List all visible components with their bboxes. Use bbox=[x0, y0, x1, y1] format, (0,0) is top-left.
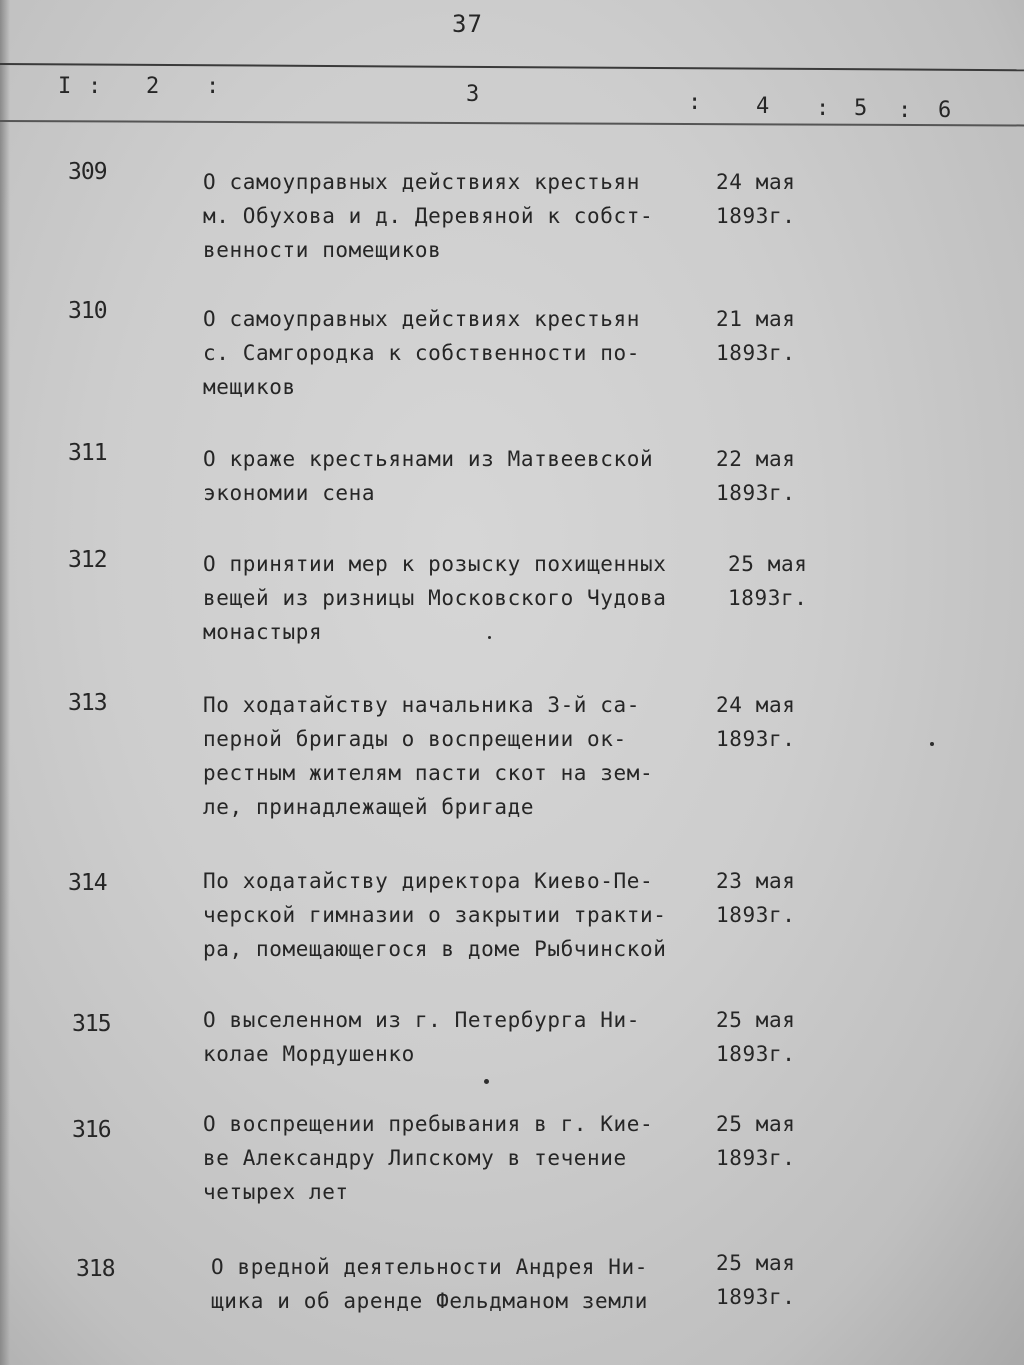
page-edge-shadow bbox=[0, 0, 10, 1365]
entry-date bbox=[716, 165, 795, 233]
entry-title-line: м. Обухова и д. Деревяной к собст- bbox=[203, 204, 654, 228]
entry-number: 309 bbox=[68, 159, 107, 185]
entry-title bbox=[203, 688, 718, 824]
entry-title bbox=[203, 547, 718, 649]
entry-title-line: рестным жителям пасти скот на зем- bbox=[203, 761, 654, 785]
entry-title-line: По ходатайству начальника 3-й са- bbox=[203, 693, 641, 717]
entry-date-year: 1893г. bbox=[716, 903, 796, 927]
entry-title-line: ле, принадлежащей бригаде bbox=[203, 795, 535, 819]
column-separator: : bbox=[88, 74, 102, 99]
entry-date-year: 1893г. bbox=[728, 586, 808, 610]
entry-date bbox=[716, 688, 795, 756]
entry-title-line: экономии сена bbox=[203, 481, 376, 505]
column-header-2: 2 bbox=[146, 74, 160, 99]
entry-title bbox=[211, 1246, 726, 1318]
entry-date-day: 23 мая bbox=[716, 869, 796, 893]
entry-number: 314 bbox=[68, 870, 107, 896]
entry-title-line: О самоуправных действиях крестьян bbox=[203, 307, 641, 331]
entry-date bbox=[716, 864, 795, 932]
entry-title-line: черской гимназии о закрытии тракти- bbox=[203, 903, 667, 927]
entry-title bbox=[203, 165, 718, 267]
entry-title-line: вещей из ризницы Московского Чудова bbox=[203, 586, 667, 610]
entry-date-day: 25 мая bbox=[728, 552, 808, 576]
paper-speck bbox=[930, 742, 934, 746]
entry-date-year: 1893г. bbox=[716, 341, 796, 365]
column-separator: : bbox=[206, 74, 220, 99]
entry-title-line: ра, помещающегося в доме Рыбчинской bbox=[203, 937, 667, 961]
column-separator: : bbox=[898, 98, 912, 123]
header-top-rule bbox=[0, 63, 1024, 71]
entry-date-year: 1893г. bbox=[716, 204, 796, 228]
entry-title-line: монастыря bbox=[203, 620, 323, 644]
entry-title-line: щика и об аренде Фельдманом земли bbox=[211, 1289, 649, 1313]
entry-date bbox=[716, 1246, 795, 1314]
entry-date-year: 1893г. bbox=[716, 1042, 796, 1066]
column-separator: : bbox=[816, 96, 830, 121]
entry-title-line: О самоуправных действиях крестьян bbox=[203, 170, 641, 194]
entry-title-line: ве Александру Липскому в течение bbox=[203, 1146, 627, 1170]
column-separator: : bbox=[688, 90, 702, 115]
entry-date-day: 25 мая bbox=[716, 1112, 796, 1136]
entry-title-line: О принятии мер к розыску похищенных bbox=[203, 552, 667, 576]
entry-date-day: 25 мая bbox=[716, 1008, 796, 1032]
entry-title-line: мещиков bbox=[203, 375, 296, 399]
entry-number: 315 bbox=[72, 1011, 111, 1037]
entry-title-line: О краже крестьянами из Матвеевской bbox=[203, 447, 654, 471]
entry-title-line: О вредной деятельности Андрея Ни- bbox=[211, 1255, 649, 1279]
column-header-4: 4 bbox=[756, 94, 770, 119]
entry-number: 310 bbox=[68, 298, 107, 324]
entry-date-day: 24 мая bbox=[716, 693, 796, 717]
entry-title-line: венности помещиков bbox=[203, 238, 442, 262]
entry-title bbox=[203, 864, 718, 966]
entry-date bbox=[716, 442, 795, 510]
entry-title-line: колае Мордушенко bbox=[203, 1042, 415, 1066]
entry-title-line: По ходатайству директора Киево-Пе- bbox=[203, 869, 654, 893]
paper-speck bbox=[484, 1079, 489, 1084]
column-header-6: 6 bbox=[938, 98, 952, 123]
entry-date-day: 25 мая bbox=[716, 1251, 796, 1275]
entry-date-day: 21 мая bbox=[716, 307, 796, 331]
entry-number: 313 bbox=[68, 690, 107, 716]
entry-title bbox=[203, 442, 718, 510]
entry-date-year: 1893г. bbox=[716, 1146, 796, 1170]
entry-number: 318 bbox=[76, 1256, 115, 1282]
column-header-1: I bbox=[58, 74, 72, 99]
entry-date bbox=[716, 302, 795, 370]
entry-title bbox=[203, 1107, 718, 1209]
column-header-3: 3 bbox=[466, 82, 480, 107]
entry-title-line: с. Самгородка к собственности по- bbox=[203, 341, 641, 365]
entry-date-year: 1893г. bbox=[716, 1285, 796, 1309]
entry-date-day: 24 мая bbox=[716, 170, 796, 194]
entry-title-line: О выселенном из г. Петербурга Ни- bbox=[203, 1008, 641, 1032]
entry-number: 311 bbox=[68, 440, 107, 466]
entry-title-line: четырех лет bbox=[203, 1180, 349, 1204]
column-header-5: 5 bbox=[854, 96, 868, 121]
entry-date-day: 22 мая bbox=[716, 447, 796, 471]
entry-date bbox=[716, 1107, 795, 1175]
entry-date-year: 1893г. bbox=[716, 481, 796, 505]
entry-date bbox=[716, 547, 807, 615]
page-number: 37 bbox=[452, 10, 483, 38]
entry-title-line: О воспрещении пребывания в г. Кие- bbox=[203, 1112, 654, 1136]
header-bottom-rule bbox=[0, 120, 1024, 126]
entry-number: 316 bbox=[72, 1117, 111, 1143]
entry-number: 312 bbox=[68, 547, 107, 573]
paper-speck bbox=[488, 636, 491, 639]
entry-date bbox=[716, 1003, 795, 1071]
entry-date-year: 1893г. bbox=[716, 727, 796, 751]
entry-title bbox=[203, 1003, 718, 1071]
entry-title bbox=[203, 302, 718, 404]
entry-title-line: перной бригады о воспрещении ок- bbox=[203, 727, 627, 751]
